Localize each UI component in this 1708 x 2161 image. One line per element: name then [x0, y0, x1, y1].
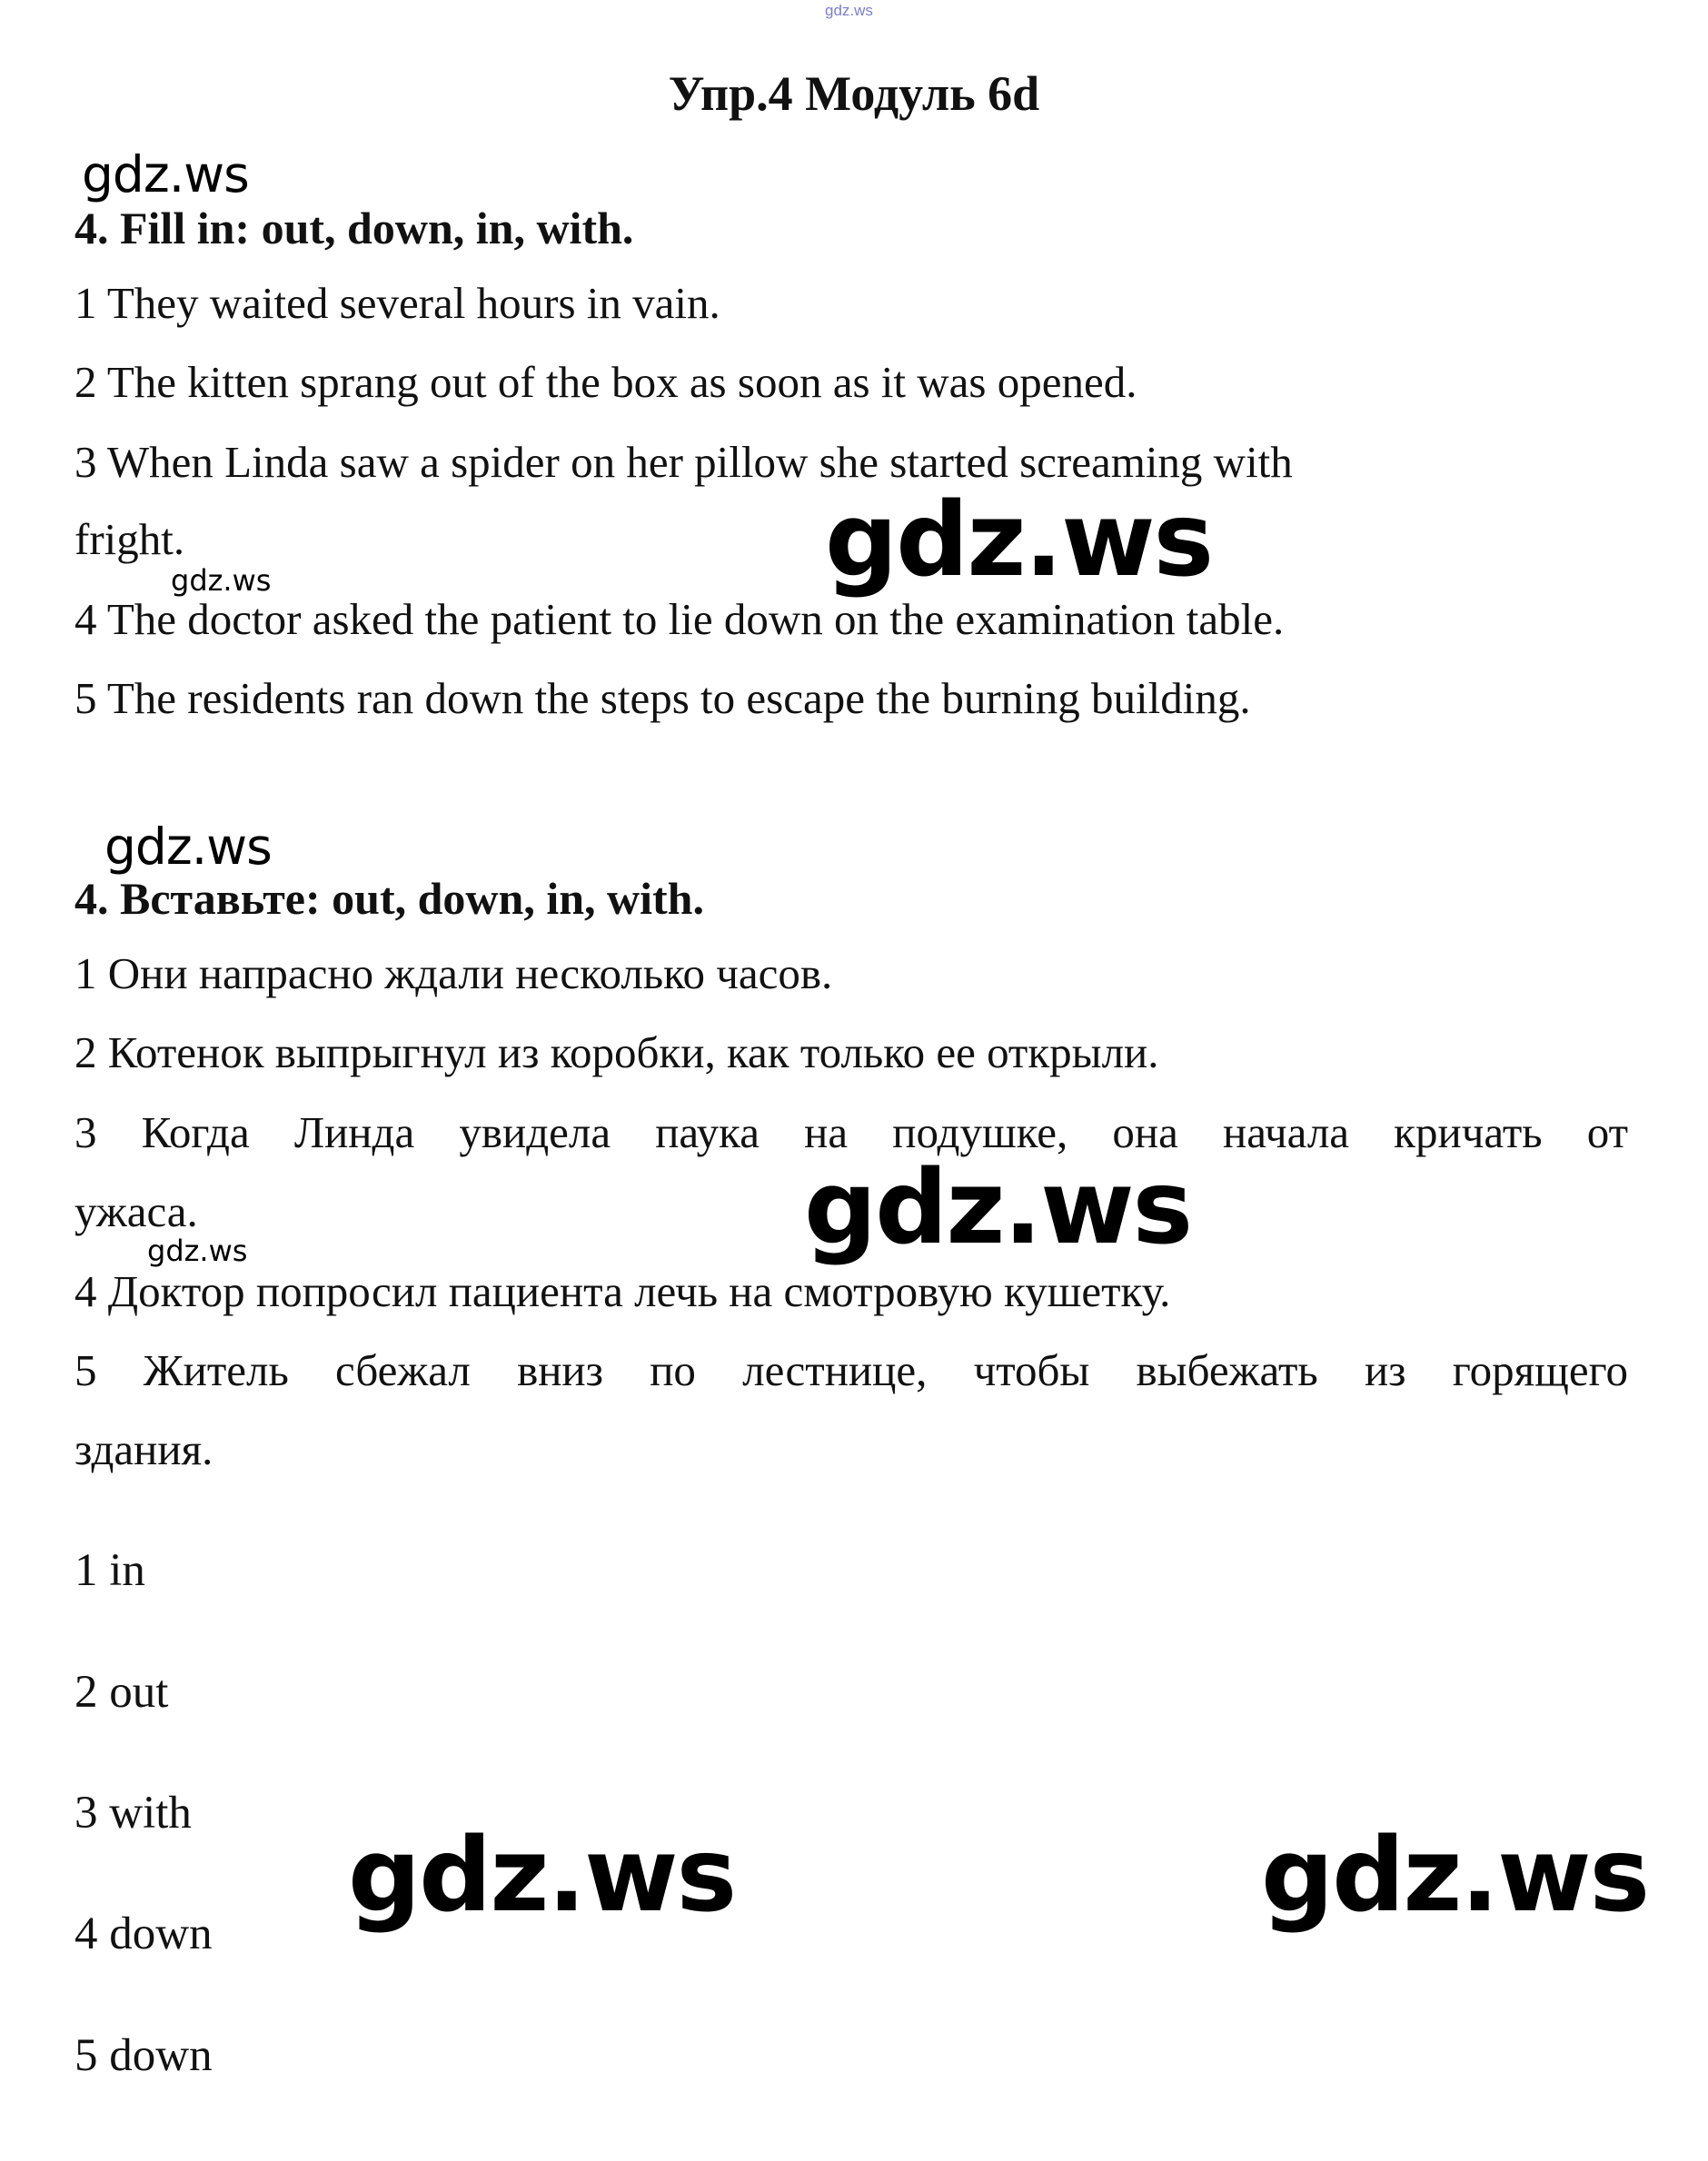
- english-sentence-3-cont: fright.: [74, 514, 185, 564]
- russian-sentence-3-cont: ужаса.: [74, 1186, 198, 1236]
- answer-5: 5 down: [74, 2030, 213, 2081]
- answer-4: 4 down: [74, 1908, 213, 1959]
- english-sentence-1: 1 They waited several hours in vain.: [74, 278, 720, 328]
- watermark-large: gdz.ws: [825, 481, 1213, 600]
- answer-1: 1 in: [74, 1545, 145, 1596]
- watermark: gdz.ws: [147, 1234, 248, 1268]
- answer-2: 2 out: [74, 1667, 169, 1718]
- watermark: gdz.ws: [104, 818, 272, 876]
- russian-sentence-4: 4 Доктор попросил пациента лечь на смотровую кушетку.: [74, 1266, 1171, 1316]
- answer-3: 3 with: [74, 1788, 192, 1839]
- watermark-large: gdz.ws: [1261, 1817, 1649, 1935]
- russian-sentence-1: 1 Они напрасно ждали несколько часов.: [74, 948, 833, 998]
- russian-sentence-3: 3 Когда Линда увидела паука на подушке, она начала кричать от: [74, 1107, 1628, 1157]
- watermark: gdz.ws: [171, 563, 272, 598]
- page-title: Упр.4 Модуль 6d: [668, 66, 1040, 121]
- watermark-large: gdz.ws: [804, 1149, 1192, 1267]
- watermark-large: gdz.ws: [348, 1817, 736, 1935]
- russian-sentence-5-cont: здания.: [74, 1424, 214, 1474]
- russian-sentence-5: 5 Житель сбежал вниз по лестнице, чтобы выбежать из горящего: [74, 1345, 1628, 1395]
- russian-sentence-2: 2 Котенок выпрыгнул из коробки, как только ее открыли.: [74, 1027, 1159, 1077]
- english-sentence-2: 2 The kitten sprang out of the box as soon as it was opened.: [74, 357, 1137, 407]
- english-sentence-3: 3 When Linda saw a spider on her pillow she started screaming with: [74, 437, 1293, 487]
- english-heading: 4. Fill in: out, down, in, with.: [74, 203, 634, 253]
- english-sentence-4: 4 The doctor asked the patient to lie down on the examination table.: [74, 594, 1285, 644]
- watermark: gdz.ws: [82, 145, 249, 203]
- russian-heading: 4. Вставьте: out, down, in, with.: [74, 873, 704, 924]
- english-sentence-5: 5 The residents ran down the steps to escape the burning building.: [74, 673, 1251, 723]
- watermark-tiny: gdz.ws: [825, 2, 873, 19]
